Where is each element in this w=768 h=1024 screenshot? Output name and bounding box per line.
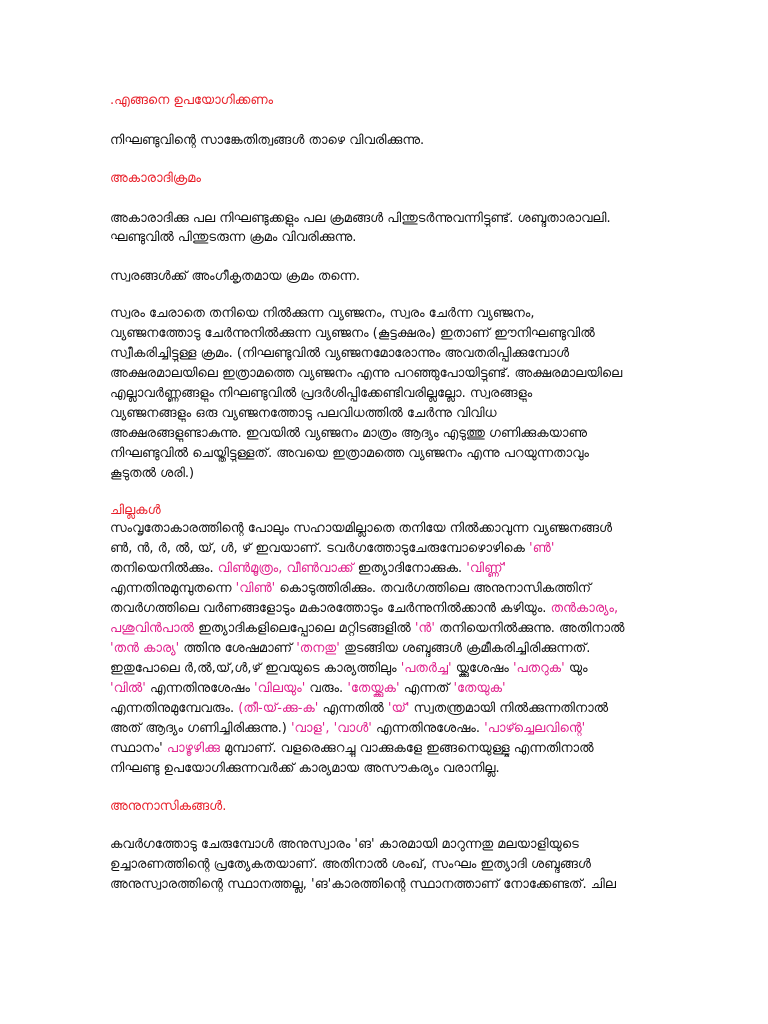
chillu-line [110,560,710,577]
highlight-term: 'തേയ്ക്കുക' [347,681,400,696]
chillu-line [110,620,710,637]
chillu-text: തനിയെനിൽക്കുന്നു. അതിനാൽ [439,621,625,636]
highlight-term: 'ൻ' [414,621,435,636]
chillu-line [110,640,710,657]
chillu-line [110,600,710,617]
chillu-line [110,700,710,717]
chillu-text: എന്നതിനുമുമ്പുതന്നെ [110,581,232,596]
vyanjana-line: അക്ഷരമാലയിലെ ഇത്രാമത്തെ വ്യഞ്ജനം എന്നു പറഞ്ഞുപോയിട്ടുണ്ട്. അക്ഷരമാലയിലെ [110,366,623,381]
highlight-term: 'വിണ്ണ്' [466,561,507,576]
chillu-text: ൺ, ൻ, ർ, ൽ, യ്, ൾ, ഴ് ഇവയാണ്. ടവർഗത്തോടുചേരുമ്പോഴൊഴികെ [110,541,525,556]
chillu-text: സ്ഥാനം' [110,741,163,756]
heading-chillu: ചില്ലുകൾ [110,503,161,518]
chillu-text: തവർഗത്തിലെ വർണങ്ങളോടും മകാരത്തോടും ചേർന്നുനിൽക്കാൻ കഴിയും. [110,601,547,616]
vyanjana-line: സ്വരം ചേരാതെ തനിയെ നിൽക്കുന്ന വ്യഞ്ജനം, സ്വരം ചേർന്ന വ്യഞ്ജനം, [110,306,535,321]
chillu-line [110,680,710,697]
highlight-term: 'വിലയും' [254,681,306,696]
swara-paragraph: സ്വരങ്ങൾക്ക് അംഗീകൃതമായ ക്രമം തന്നെ. [110,269,361,284]
highlight-term: തൻകാര്യം, [550,601,619,616]
highlight-term: 'തേയുക' [453,681,506,696]
highlight-term: 'പതർച്ച' [400,661,452,676]
vyanjana-line: കൂടുതൽ ശരി.) [110,466,195,481]
chillu-text: എന്നതിനുശേഷം [150,681,250,696]
akaradi-line: ഘണ്ടുവിൽ പിന്തുടരുന്ന ക്രമം വിവരിക്കുന്നു. [110,230,357,245]
chillu-text: ഇത്യാദികളിലെപ്പോലെ മറ്റിടങ്ങളിൽ [198,621,411,636]
chillu-line: നിഘണ്ടു ഉപയോഗിക്കുന്നവർക്ക് കാര്യമായ അസൗകര്യം വരാനില്ല. [110,761,500,776]
chillu-text: സ്വതന്ത്രമായി നിൽക്കുന്നതിനാൽ [413,701,609,716]
highlight-term: 'തനതു' [296,641,340,656]
chillu-line: സംവൃതോകാരത്തിന്റെ പോലും സഹായമില്ലാതെ തനിയേ നിൽക്കാവുന്ന വ്യഞ്ജനങ്ങൾ [110,521,613,536]
heading-anunasika: അനുനാസികങ്ങൾ. [110,799,227,814]
akaradi-line: അകാരാദിക്കു പല നിഘണ്ടുക്കളും പല ക്രമങ്ങൾ പിന്തുടർന്നുവന്നിട്ടുണ്ട്. ശബ്ദതാരാവലി. [110,211,611,226]
highlight-term: 'പാഴ്ച്ചെലവിന്റെ' [484,721,586,736]
vyanjana-line: നിഘണ്ടുവിൽ ചെയ്തിട്ടുള്ളത്. അവയെ ഇത്രാമത്തെ വ്യഞ്ജനം എന്നു പറയുന്നതാവും [110,446,589,461]
chillu-text: കൊടുത്തിരിക്കും. തവർഗത്തിലെ അനുനാസികത്തിന് [279,581,592,596]
chillu-text: എന്നത് [403,681,450,696]
chillu-text: എന്നതിനുമുമ്പേവരും. [110,701,235,716]
chillu-text: ഇതുപോലെ ർ,ൽ,യ്,ൾ,ഴ് ഇവയുടെ കാര്യത്തിലും [110,661,397,676]
chillu-text: യും [568,661,588,676]
highlight-term: 'വിൺ' [235,581,276,596]
highlight-term: പശുവിൻപാൽ [110,621,195,636]
vyanjana-line: എല്ലാവർണ്ണങ്ങളും നിഘണ്ടുവിൽ പ്രദർശിപ്പിക്കേണ്ടിവരില്ലല്ലോ. സ്വരങ്ങളും [110,386,533,401]
highlight-term: 'യ്' [387,701,410,716]
heading-how-to-use: .എങ്ങനെ ഉപയോഗിക്കണം [110,93,274,108]
chillu-text: തനിയെനിൽക്കും. [110,561,214,576]
vyanjana-line: അക്ഷരങ്ങളുണ്ടാകുന്നു. ഇവയിൽ വ്യഞ്ജനം മാത്രം ആദ്യം എടുത്തു ഗണിക്കുകയാണു [110,426,587,441]
chillu-text: ഇത്യാദിനോക്കുക. [357,561,463,576]
chillu-text: തുടങ്ങിയ ശബ്ദങ്ങൾ ക്രമീകരിച്ചിരിക്കുന്നത്. [343,641,591,656]
chillu-line [110,720,710,737]
chillu-line [110,540,710,557]
chillu-line [110,580,710,597]
anunasika-line: കവർഗത്തോടു ചേരുമ്പോൾ അനുസ്വാരം 'ങ' കാരമായി മാറുന്നതു മലയാളിയുടെ [110,837,579,852]
chillu-line [110,740,710,757]
highlight-term: 'വാള', 'വാൾ' [290,721,372,736]
vyanjana-line: വ്യഞ്ജനങ്ങളും ഒരു വ്യഞ്ജനത്തോടു പലവിധത്തിൽ ചേർന്നു വിവിധ [110,406,497,421]
intro-paragraph: നിഘണ്ടുവിന്റെ സാങ്കേതിത്വങ്ങൾ താഴെ വിവരിക്കുന്നു. [110,133,425,148]
chillu-line [110,660,710,677]
chillu-text: അത് ആദ്യം ഗണിച്ചിരിക്കുന്നു.) [110,721,287,736]
highlight-term: 'ൺ' [529,541,555,556]
highlight-term: 'വിൽ' [110,681,146,696]
anunasika-line: അനുസ്വാരത്തിന്റെ സ്ഥാനത്തല്ല, 'ങ'കാരത്തിന്റെ സ്ഥാനത്താണ് നോക്കേണ്ടത്. ചില [110,877,616,892]
highlight-term: 'പതറുക' [512,661,565,676]
chillu-text: ത്തിനു ശേഷമാണ് [183,641,293,656]
highlight-term: വിൺമൂത്രം, വീൺവാക്ക് [217,561,354,576]
vyanjana-line: സ്വീകരിച്ചിട്ടുള്ള ക്രമം. (നിഘണ്ടുവിൽ വ്യഞ്ജനമോരോന്നും അവതരിപ്പിക്കുമ്പോൾ [110,346,570,361]
highlight-term: 'തൻ കാര്യ' [110,641,180,656]
highlight-term: (തീ-യ്-ക്കു-ക' [238,701,319,716]
chillu-text: എന്നതിൽ [322,701,384,716]
heading-akaradi: അകാരാദിക്രമം [110,171,201,186]
chillu-text: എന്നതിനുശേഷം. [375,721,480,736]
anunasika-line: ഉച്ചാരണത്തിന്റെ പ്രത്യേകതയാണ്. അതിനാൽ ശംഖ്, സംഘം ഇത്യാദി ശബ്ദങ്ങൾ [110,857,591,872]
highlight-term: പാഴൂഴിക്കു [166,741,220,756]
chillu-text: മുമ്പാണ്. വളരെക്കുറച്ചു വാക്കുകളേ ഇങ്ങനെയുള്ളൂ എന്നതിനാൽ [224,741,594,756]
vyanjana-line: വ്യഞ്ജനത്തോടു ചേർന്നുനിൽക്കുന്ന വ്യഞ്ജനം (കൂട്ടക്ഷരം) ഇതാണ് ഈനിഘണ്ടുവിൽ [110,326,595,341]
chillu-text: വരും. [309,681,344,696]
chillu-text: യ്ക്കുശേഷം [455,661,509,676]
